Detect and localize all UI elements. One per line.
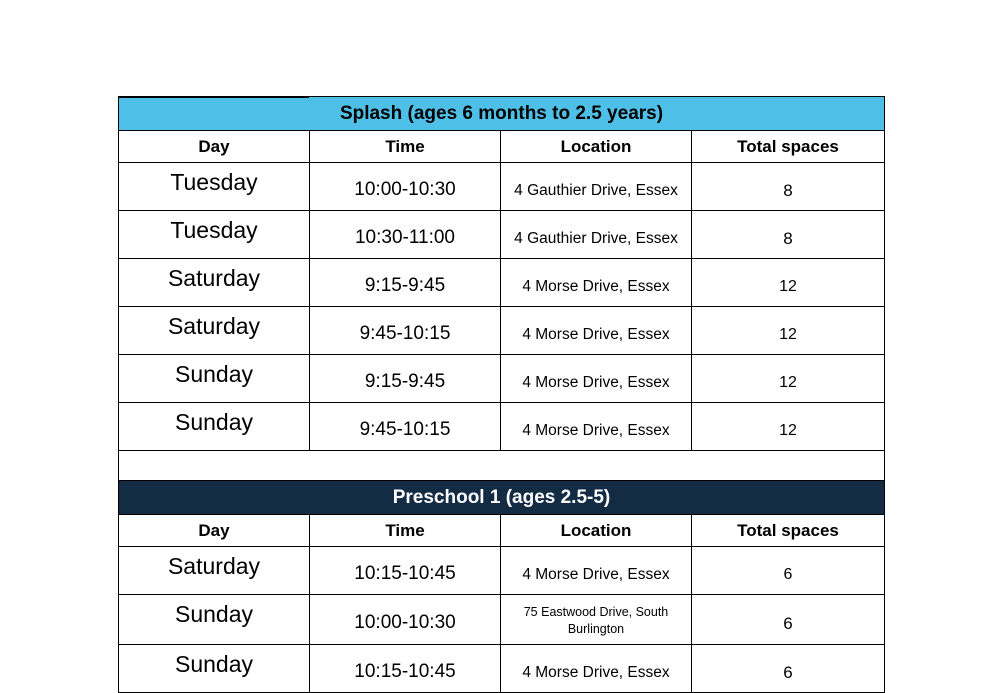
table-row xyxy=(119,595,885,645)
col-header-spaces: Total spaces xyxy=(692,131,885,163)
cell-day: Sunday xyxy=(119,645,310,693)
cell-time: 10:15-10:45 xyxy=(310,547,501,595)
spacer-cell xyxy=(119,451,885,481)
cell-location: 4 Morse Drive, Essex xyxy=(501,307,692,355)
cell-time: 9:15-9:45 xyxy=(310,355,501,403)
col-header-day: Day xyxy=(119,515,310,547)
table-row xyxy=(119,163,885,211)
cell-spaces: 6 xyxy=(692,645,885,693)
cell-location: 4 Morse Drive, Essex xyxy=(501,259,692,307)
cell-spaces: 12 xyxy=(692,259,885,307)
col-header-location: Location xyxy=(501,131,692,163)
cell-location: 4 Gauthier Drive, Essex xyxy=(501,211,692,259)
splash-title-row xyxy=(119,97,885,131)
col-header-time: Time xyxy=(310,515,501,547)
table-row xyxy=(119,211,885,259)
cell-location: 4 Morse Drive, Essex xyxy=(501,547,692,595)
table-row xyxy=(119,259,885,307)
cell-time: 10:00-10:30 xyxy=(310,595,501,645)
spacer-row xyxy=(119,451,885,481)
cell-location: 75 Eastwood Drive, South Burlington xyxy=(501,595,692,645)
cell-spaces: 6 xyxy=(692,547,885,595)
cell-day: Sunday xyxy=(119,355,310,403)
cell-time: 10:30-11:00 xyxy=(310,211,501,259)
cell-location: 4 Morse Drive, Essex xyxy=(501,355,692,403)
schedule-table xyxy=(118,96,885,693)
cell-day: Sunday xyxy=(119,595,310,645)
cell-day: Sunday xyxy=(119,403,310,451)
preschool-title: Preschool 1 (ages 2.5-5) xyxy=(119,481,885,515)
col-header-time: Time xyxy=(310,131,501,163)
cell-time: 10:00-10:30 xyxy=(310,163,501,211)
top-border xyxy=(118,96,309,98)
cell-day: Saturday xyxy=(119,259,310,307)
schedule-sheet xyxy=(118,96,884,693)
col-header-day: Day xyxy=(119,131,310,163)
table-row xyxy=(119,307,885,355)
col-header-spaces: Total spaces xyxy=(692,515,885,547)
cell-time: 10:15-10:45 xyxy=(310,645,501,693)
cell-day: Tuesday xyxy=(119,163,310,211)
splash-header-row xyxy=(119,131,885,163)
table-row xyxy=(119,403,885,451)
col-header-location: Location xyxy=(501,515,692,547)
cell-spaces: 12 xyxy=(692,307,885,355)
cell-day: Tuesday xyxy=(119,211,310,259)
cell-time: 9:15-9:45 xyxy=(310,259,501,307)
cell-spaces: 12 xyxy=(692,355,885,403)
preschool-header-row xyxy=(119,515,885,547)
cell-time: 9:45-10:15 xyxy=(310,403,501,451)
cell-spaces: 12 xyxy=(692,403,885,451)
table-row xyxy=(119,547,885,595)
cell-day: Saturday xyxy=(119,307,310,355)
table-row xyxy=(119,355,885,403)
cell-spaces: 6 xyxy=(692,595,885,645)
cell-spaces: 8 xyxy=(692,211,885,259)
cell-spaces: 8 xyxy=(692,163,885,211)
cell-location: 4 Morse Drive, Essex xyxy=(501,645,692,693)
cell-location: 4 Gauthier Drive, Essex xyxy=(501,163,692,211)
splash-title: Splash (ages 6 months to 2.5 years) xyxy=(119,97,885,131)
table-row xyxy=(119,645,885,693)
cell-location: 4 Morse Drive, Essex xyxy=(501,403,692,451)
cell-day: Saturday xyxy=(119,547,310,595)
cell-time: 9:45-10:15 xyxy=(310,307,501,355)
preschool-title-row xyxy=(119,481,885,515)
